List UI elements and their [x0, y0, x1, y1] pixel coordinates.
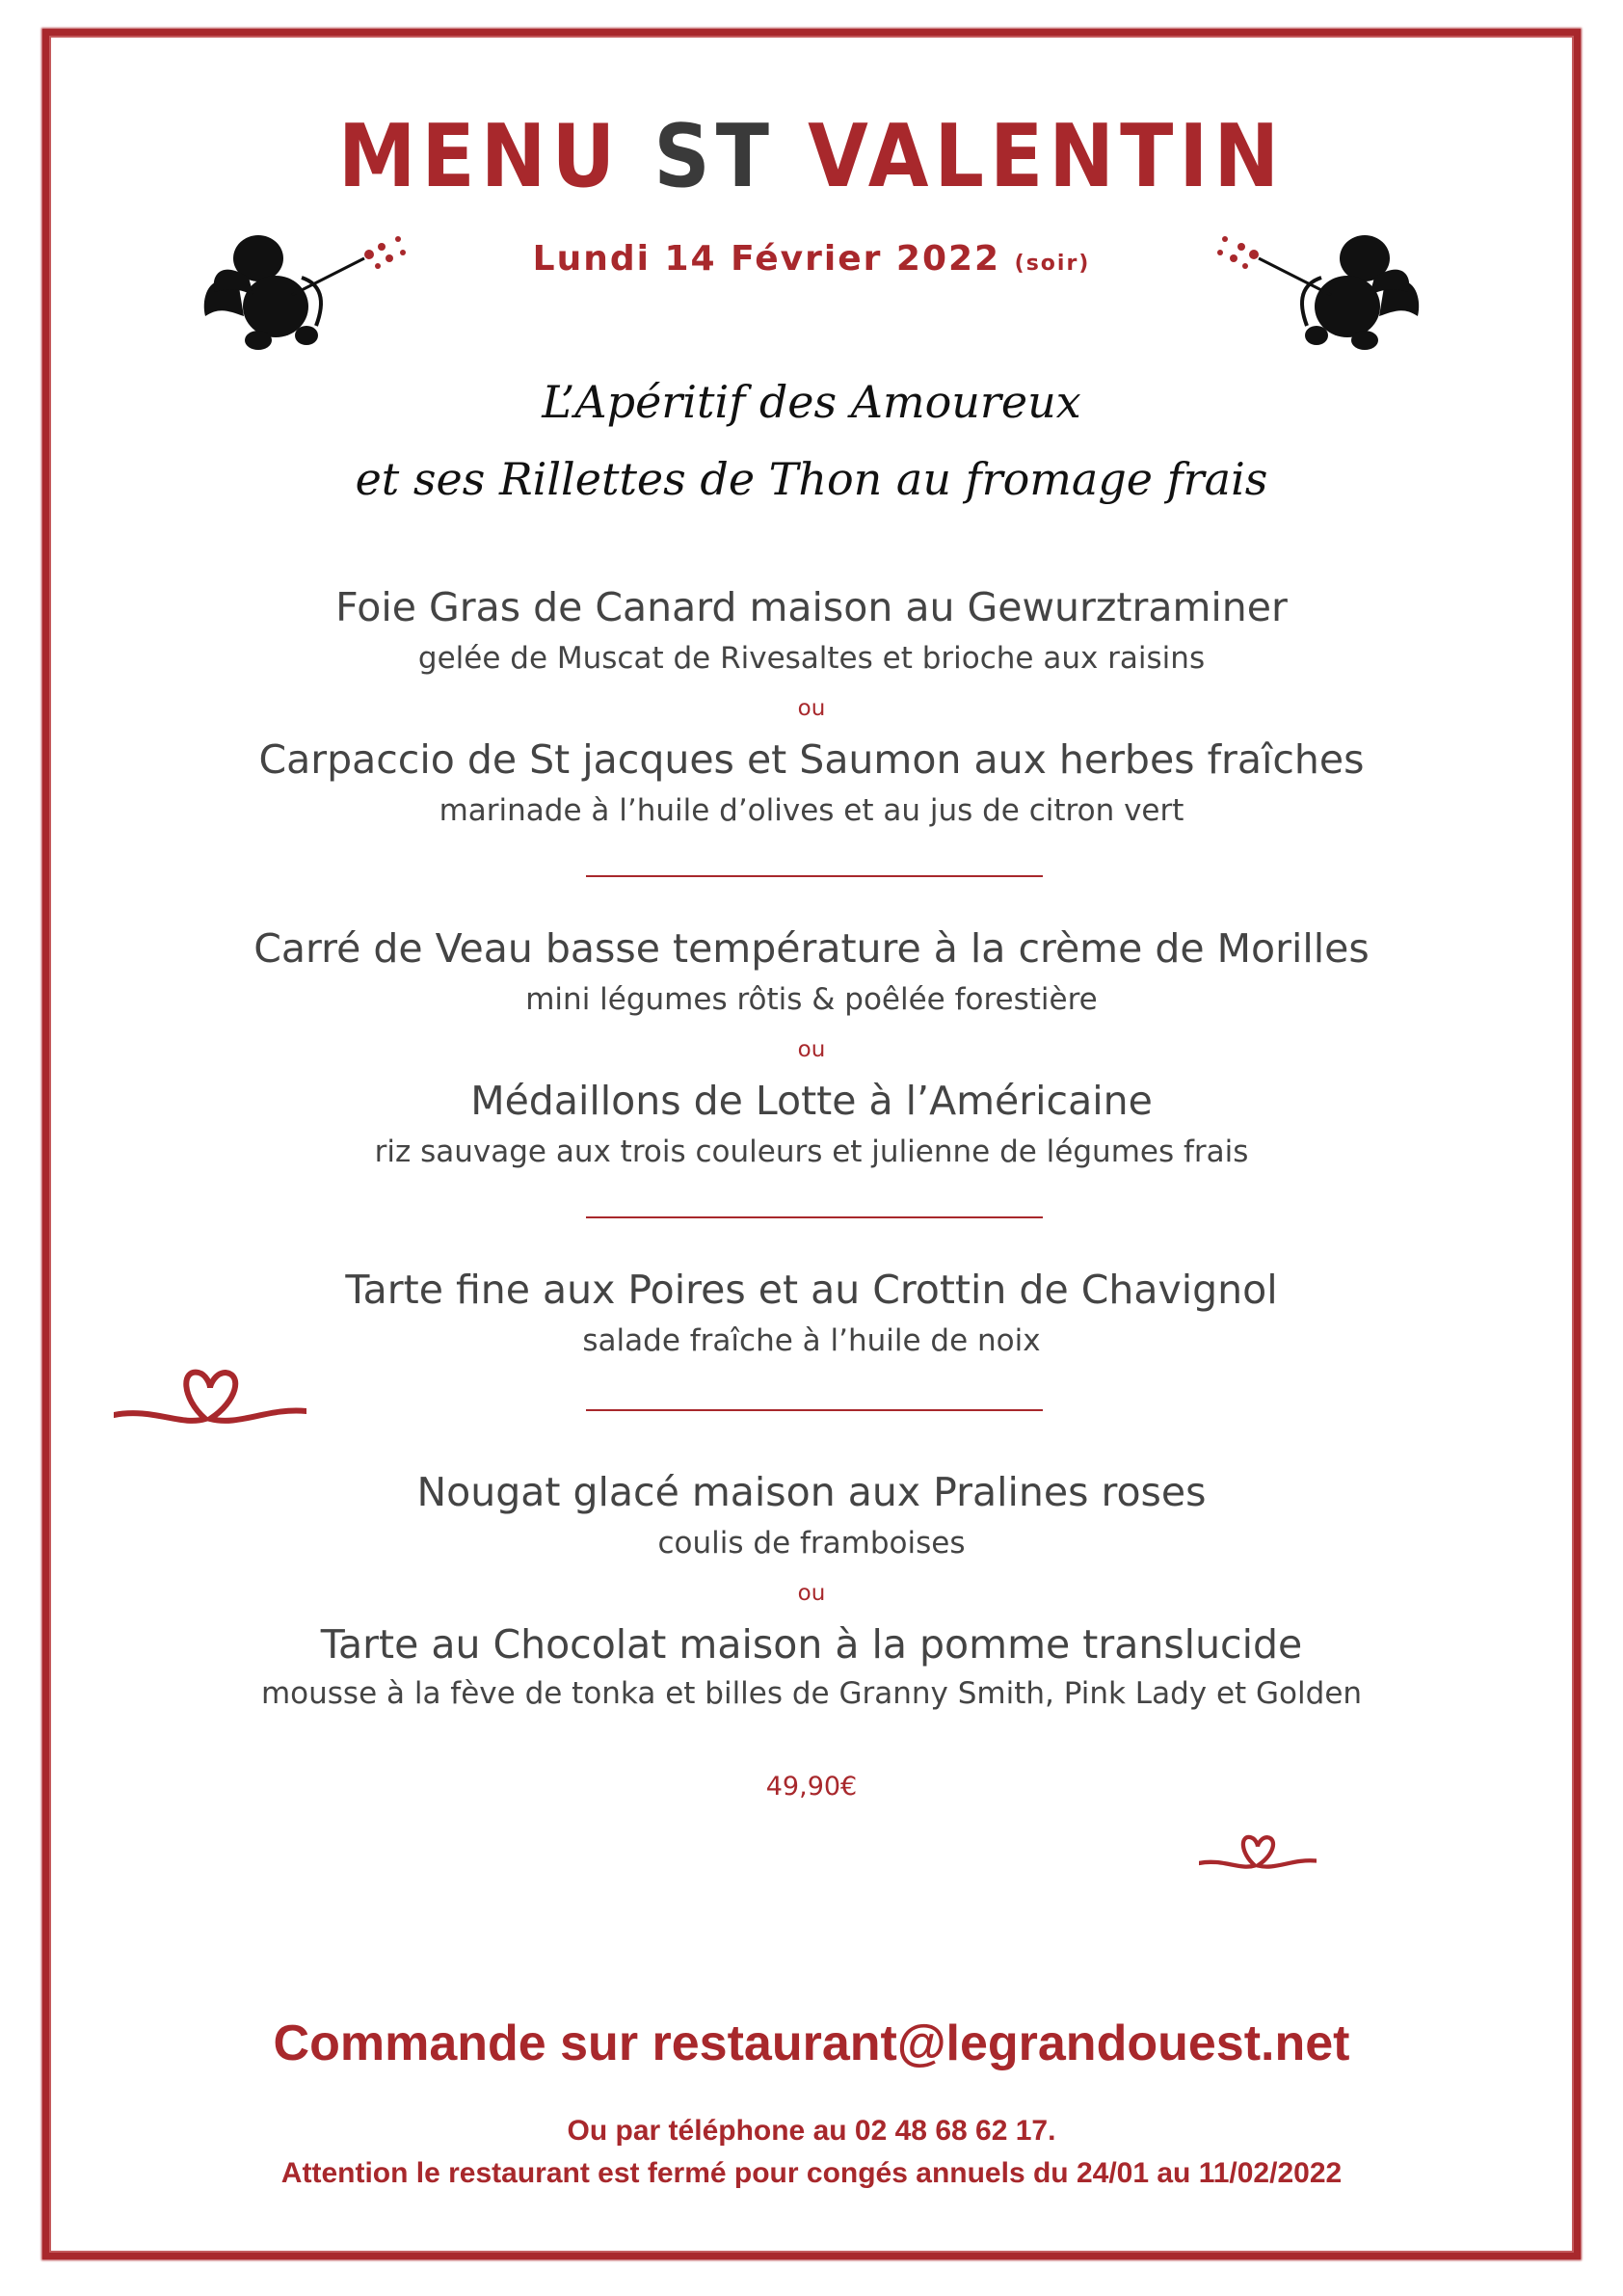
title-word-menu: MENU — [337, 106, 622, 207]
starter-1-name: Foie Gras de Canard maison au Gewurztraminer — [335, 584, 1288, 630]
starter-2-desc: marinade à l’huile d’olives et au jus de citron vert — [439, 793, 1184, 828]
cupid-icon — [1211, 220, 1423, 355]
aperitif-line-2: et ses Rillettes de Thon au fromage frais — [355, 453, 1268, 505]
main-2-name: Médaillons de Lotte à l’Américaine — [470, 1078, 1153, 1124]
or-label: ou — [797, 1037, 826, 1062]
or-label: ou — [797, 696, 826, 721]
cheese-course-desc: salade fraîche à l’huile de noix — [582, 1323, 1041, 1358]
section-divider — [586, 1216, 1043, 1218]
ribbon-heart-icon — [1199, 1828, 1317, 1878]
aperitif-line-1: L’Apéritif des Amoureux — [542, 376, 1081, 428]
title-word-st: ST — [653, 106, 775, 207]
cupid-icon — [200, 220, 412, 355]
cheese-course-name: Tarte fine aux Poires et au Crottin de Chavignol — [345, 1267, 1278, 1313]
main-1-name: Carré de Veau basse température à la crème de Morilles — [253, 925, 1370, 972]
dessert-1-name: Nougat glacé maison aux Pralines roses — [416, 1469, 1207, 1515]
event-date-text: Lundi 14 Février 2022 — [532, 239, 1001, 279]
starter-2-name: Carpaccio de St jacques et Saumon aux herbes fraîches — [258, 736, 1365, 783]
starter-1-desc: gelée de Muscat de Rivesaltes et brioche aux raisins — [417, 641, 1206, 676]
page-title — [0, 106, 1623, 207]
dessert-2-name: Tarte au Chocolat maison à la pomme translucide — [320, 1621, 1303, 1668]
dessert-2-desc: mousse à la fève de tonka et billes de Granny Smith, Pink Lady et Golden — [260, 1676, 1363, 1711]
title-word-valentin: VALENTIN — [808, 106, 1286, 207]
section-divider — [586, 1409, 1043, 1411]
closure-notice: Attention le restaurant est fermé pour congés annuels du 24/01 au 11/02/2022 — [280, 2157, 1343, 2189]
event-date-note: (soir) — [1014, 252, 1091, 276]
dessert-1-desc: coulis de framboises — [657, 1526, 966, 1561]
menu-price: 49,90€ — [765, 1772, 858, 1802]
main-1-desc: mini légumes rôtis & poêlée forestière — [525, 982, 1098, 1017]
ribbon-heart-icon — [114, 1359, 306, 1436]
section-divider — [586, 875, 1043, 877]
or-label: ou — [797, 1581, 826, 1606]
phone-contact: Ou par téléphone au 02 48 68 62 17. — [567, 2115, 1056, 2147]
main-2-desc: riz sauvage aux trois couleurs et julienne de légumes frais — [374, 1135, 1249, 1169]
order-contact-email: Commande sur restaurant@legrandouest.net — [273, 2016, 1350, 2071]
